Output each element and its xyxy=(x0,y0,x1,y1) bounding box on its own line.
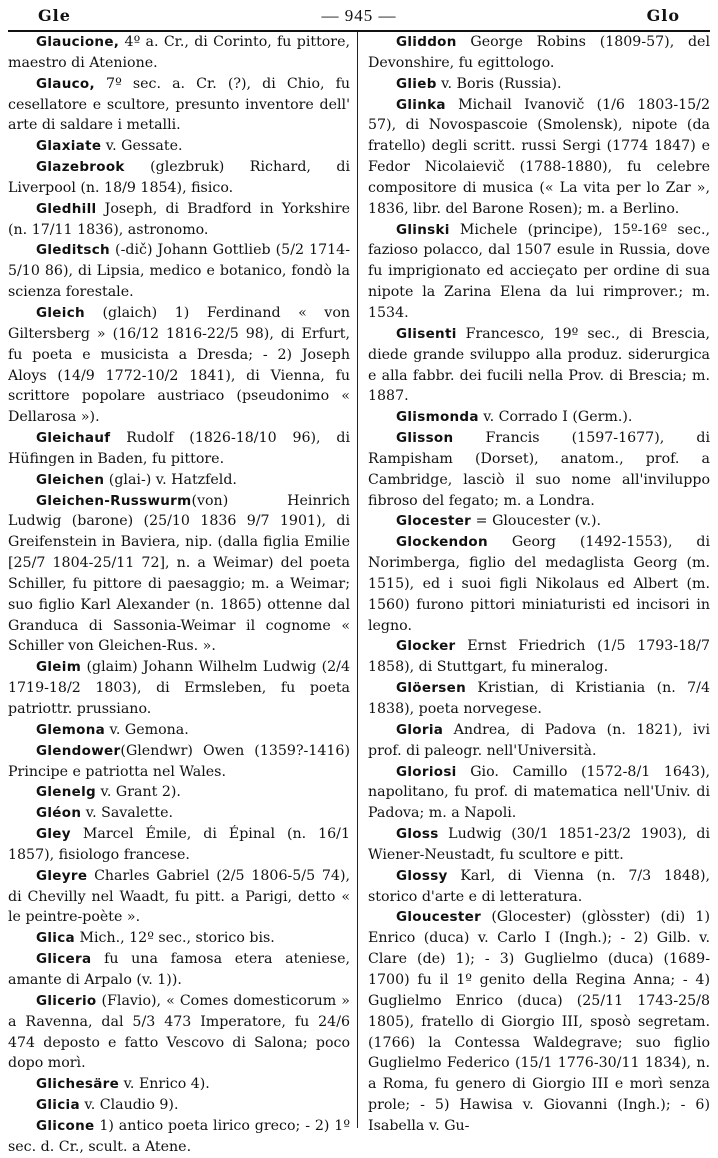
entry-text: v. Gessate. xyxy=(101,138,183,155)
entry-text: Ludwig (30/1 1851-23/2 1903), di Wiener-Neustadt, fu scultore e pitt. xyxy=(368,826,710,863)
dictionary-entry xyxy=(8,1095,350,1116)
entry-headword: Glazebrook xyxy=(36,159,125,176)
entry-headword: Gleditsch xyxy=(36,242,110,259)
dictionary-entry xyxy=(8,491,350,658)
dictionary-entry xyxy=(8,866,350,929)
entry-headword: Glicone xyxy=(36,1117,95,1134)
dictionary-entry xyxy=(368,824,710,866)
entry-text: Michail Ivanovič (1/6 1803-15/2 57), di Novospascoie (Smolensk), nipote (da fratello) degli scritt. russi Sergi (1774 1847) e Fedor Nicolaievič (1788-1880), fu celebre compositore di musica (« La vita per lo Zar », 1836, libr. del Barone Rosen); m. a Berlino. xyxy=(368,96,710,217)
entry-headword: Glaxiate xyxy=(36,138,102,155)
entry-headword: Gloss xyxy=(396,826,439,843)
page-header xyxy=(8,4,710,28)
entry-text: Mich., 12º sec., storico bis. xyxy=(74,930,275,947)
dictionary-entry xyxy=(8,782,350,803)
entry-text: Georg (1492-1553), di Norimberga, figlio del medaglista Georg (m. 1515), ed i suoi figli Nikolaus ed Albert (m. 1560) furono pittori miniaturisti ed incisori in legno. xyxy=(368,534,710,634)
entry-headword: Gloria xyxy=(396,721,444,738)
entry-headword: Glemona xyxy=(36,721,106,738)
entry-text: (glai-) v. Hatzfeld. xyxy=(104,471,237,488)
dictionary-entry xyxy=(8,303,350,428)
entry-headword: Glockendon xyxy=(396,534,488,551)
dictionary-entry xyxy=(368,907,710,1136)
dictionary-entry xyxy=(8,136,350,157)
entry-headword: Gloriosi xyxy=(396,763,457,780)
entry-text: (Flavio), « Comes domesticorum » a Ravenna, dal 5/3 473 Imperatore, fu 24/6 474 deposto e fatto Vescovo di Salona; poco dopo morì. xyxy=(8,992,350,1072)
entry-headword: Glocker xyxy=(396,638,456,655)
left-column xyxy=(8,32,350,1158)
dictionary-entry xyxy=(368,720,710,762)
entry-headword: Glismonda xyxy=(396,409,479,426)
dictionary-entry xyxy=(368,678,710,720)
entry-headword: Gleim xyxy=(36,659,82,676)
dictionary-entry xyxy=(8,949,350,991)
dictionary-entry xyxy=(8,157,350,199)
entry-text: Karl, di Vienna (n. 7/3 1848), storico d'arte e di letteratura. xyxy=(368,867,710,905)
dictionary-entry xyxy=(8,32,350,74)
dictionary-entry xyxy=(8,824,350,866)
entry-text: George Robins (1809-57), del Devonshire, fu egittologo. xyxy=(368,34,710,71)
entry-text: v. Gemona. xyxy=(105,721,189,738)
entry-text: v. Grant 2). xyxy=(96,784,181,801)
entry-headword: Glossy xyxy=(396,867,448,884)
dictionary-entry xyxy=(8,657,350,720)
entry-headword: Gloucester xyxy=(396,909,482,926)
entry-text: 1) antico poeta lirico greco; - 2) 1º sec. d. Cr., scult. a Atene. xyxy=(8,1117,350,1155)
entry-headword: Glauco, xyxy=(36,75,95,92)
dictionary-entry xyxy=(368,220,710,324)
dictionary-entry xyxy=(368,95,710,220)
entry-text: Marcel Émile, di Épinal (n. 16/1 1857), fisiologo francese. xyxy=(8,826,350,863)
entry-headword: Gleichauf xyxy=(36,430,111,447)
entry-text: Gio. Camillo (1572-8/1 1643), napolitano, fu prof. di matematica nell'Univ. di Padova; m. a Napoli. xyxy=(368,763,710,822)
entry-text: Francesco, 19º sec., di Brescia, diede grande sviluppo alla produz. siderurgica e alla fabbr. dei fucili nella Prov. di Brescia; m. 1887. xyxy=(368,325,710,405)
entry-headword: Gliddon xyxy=(396,34,457,50)
entry-headword: Glicia xyxy=(36,1097,80,1114)
entry-headword: Gleichen-Russwurm xyxy=(36,492,192,509)
entry-text: fu una famosa etera ateniese, amante di Arpalo (v. 1)). xyxy=(8,951,350,988)
entry-headword: Glichesäre xyxy=(36,1076,120,1093)
entry-headword: Glöersen xyxy=(396,680,466,697)
entry-text: v. Corrado I (Germ.). xyxy=(478,409,633,426)
dictionary-entry xyxy=(368,866,710,908)
entry-headword: Glinski xyxy=(396,221,450,238)
entry-headword: Glisson xyxy=(396,430,454,447)
entry-text: (glaich) 1) Ferdinand « von Giltersberg » (16/12 1816-22/5 98), di Erfurt, fu poeta e musicista a Dresda; - 2) Joseph Aloys (14/9 1772-10/2 1841), di Vienna, fu scrittore popolare austriaco (pseudonimo « Dellarosa »). xyxy=(8,304,350,426)
entry-text: (von) Heinrich Ludwig (barone) (25/10 1836 9/7 1901), di Greifenstein in Baviera, nip. (dalla figlia Emilie [25/7 1804-25/11 72], n. a Weimar) del poeta Schiller, fu pittore di paesaggio; m. a Weimar; suo figlio Karl Alexander (n. 1865) ottenne dal Granduca di Sassonia-Weimar il cognome « Schiller von Gleichen-Rus. ». xyxy=(8,492,350,655)
entry-text: Andrea, di Padova (n. 1821), ivi prof. di paleogr. nell'Università. xyxy=(368,721,710,759)
entry-text: Ernst Friedrich (1/5 1793-18/7 1858), di Stuttgart, fu mineralog. xyxy=(368,638,710,676)
dictionary-entry xyxy=(8,470,350,491)
entry-text: (-dič) Johann Gottlieb (5/2 1714-5/10 86), di Lipsia, medico e botanico, fondò la scienza forestale. xyxy=(8,242,350,301)
entry-headword: Glaucione, xyxy=(36,34,120,50)
entry-headword: Gleich xyxy=(36,304,85,321)
entry-text: (Glocester) (glòsster) (di) 1) Enrico (duca) v. Carlo I (Ingh.); - 2) Gilb. v. Clare (de) 1); - 3) Guglielmo (duca) (1689-1700) fu il 1º genito della Regina Anna; - 4) Guglielmo Enrico (duca) (25/11 1743-25/8 1805), fratello di Giorgio III, sposò segretam. (1766) la Contessa Waldegrave; suo figlio Guglielmo Federico (15/1 1776-30/11 1834), n. a Roma, fu genero di Giorgio III e morì senza prole; - 5) Hawisa v. Giovanni (Ingh.); - 6) Isabella v. Gu- xyxy=(368,909,710,1134)
dictionary-entry xyxy=(8,1074,350,1095)
dictionary-entry xyxy=(368,428,710,511)
entry-headword: Glenelg xyxy=(36,784,97,801)
entry-headword: Gléon xyxy=(36,805,82,822)
entry-headword: Glendower xyxy=(36,742,121,759)
entry-text: v. Enrico 4). xyxy=(119,1076,210,1093)
entry-headword: Gley xyxy=(36,826,71,843)
dictionary-entry xyxy=(368,324,710,407)
entry-text: v. Boris (Russia). xyxy=(436,75,562,92)
dictionary-entry xyxy=(8,991,350,1074)
dictionary-entry xyxy=(368,74,710,95)
entry-text: Rudolf (1826-18/10 96), di Hüfingen in Baden, fu pittore. xyxy=(8,430,350,467)
entry-headword: Gleichen xyxy=(36,471,105,488)
dictionary-entry xyxy=(368,532,710,636)
entry-text: Joseph, di Bradford in Yorkshire (n. 17/11 1836), astronomo. xyxy=(8,200,350,238)
header-left-guide-word: Gle xyxy=(38,6,71,25)
dictionary-entry xyxy=(8,199,350,241)
entry-text: (Glendwr) Owen (1359?-1416) Principe e patriotta nel Wales. xyxy=(8,742,350,780)
right-column xyxy=(368,32,710,1137)
entry-text: 4º a. Cr., di Corinto, fu pittore, maestro di Atenione. xyxy=(8,34,350,71)
entry-text: v. Savalette. xyxy=(81,805,174,822)
page-number: — 945 — xyxy=(321,6,397,25)
dictionary-entry xyxy=(8,741,350,783)
entry-text: Kristian, di Kristiania (n. 7/4 1838), poeta norvegese. xyxy=(368,680,710,717)
dictionary-entry xyxy=(8,428,350,470)
entry-text: Charles Gabriel (2/5 1806-5/5 74), di Chevilly nel Waadt, fu pitt. a Parigi, detto « le peintre-poète ». xyxy=(8,867,350,926)
dictionary-entry xyxy=(8,928,350,949)
entry-headword: Glisenti xyxy=(396,325,457,342)
dictionary-entry xyxy=(8,74,350,137)
dictionary-entry xyxy=(8,1116,350,1158)
dictionary-entry xyxy=(368,762,710,825)
dictionary-entry xyxy=(368,407,710,428)
entry-headword: Glocester xyxy=(396,513,472,530)
entry-text: 7º sec. a. Cr. (?), di Chio, fu cesellatore e scultore, presunto inventore dell' arte di saldare i metalli. xyxy=(8,75,350,134)
entry-text: (glezbruk) Richard, di Liverpool (n. 18/9 1854), fisico. xyxy=(8,159,350,196)
entry-text: (glaim) Johann Wilhelm Ludwig (2/4 1719-18/2 1803), di Ermsleben, fu poeta patriottr. prussiano. xyxy=(8,659,350,717)
entry-headword: Gledhill xyxy=(36,200,97,217)
dictionary-entry xyxy=(368,32,710,74)
entry-headword: Glica xyxy=(36,930,75,947)
columns xyxy=(8,32,710,1155)
dictionary-entry xyxy=(8,803,350,824)
dictionary-entry xyxy=(368,636,710,678)
entry-headword: Glinka xyxy=(396,96,446,113)
header-right-guide-word: Glo xyxy=(646,6,680,25)
entry-headword: Glieb xyxy=(396,75,437,92)
entry-text: Michele (principe), 15º-16º sec., fazioso polacco, dal 1507 esule in Russia, dove fu imprigionato ed accieçato per ordine di sua nipote la Zarina Elena da lui rimprover.; m. 1534. xyxy=(368,221,710,321)
dictionary-entry xyxy=(8,240,350,303)
entry-text: = Gloucester (v.). xyxy=(471,513,602,530)
dictionary-entry xyxy=(8,720,350,741)
entry-headword: Gleyre xyxy=(36,867,88,884)
entry-text: Francis (1597-1677), di Rampisham (Dorset), anatom., prof. a Cambridge, lasciò il suo nome all'inviluppo fibroso del fegato; m. a Londra. xyxy=(368,430,710,509)
entry-headword: Glicerio xyxy=(36,992,97,1009)
entry-headword: Glicera xyxy=(36,951,92,968)
entry-text: v. Claudio 9). xyxy=(79,1097,179,1114)
dictionary-entry xyxy=(368,511,710,532)
